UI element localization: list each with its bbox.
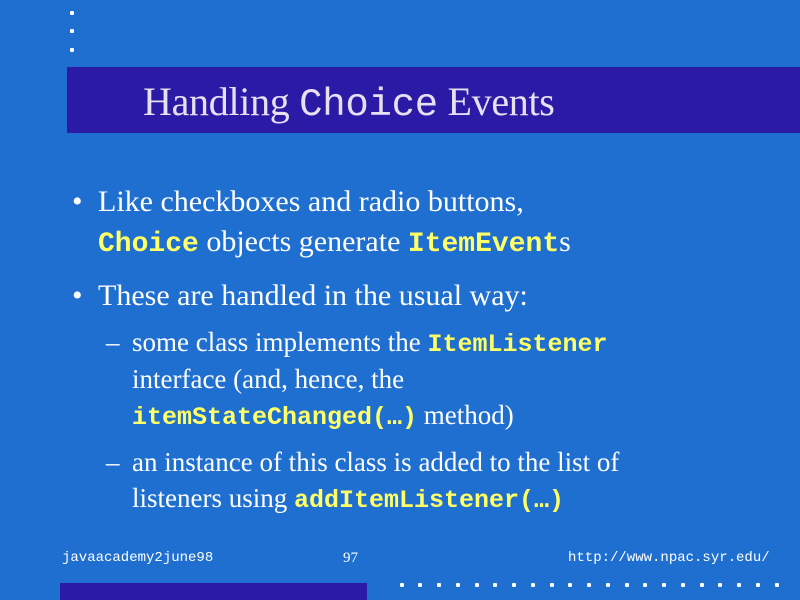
subbullet-1-line-1: some class implements the ItemListener [132,327,608,359]
footer-course-label: javaacademy2june98 [62,550,214,566]
dash-glyph-2: – [106,447,120,477]
bullet-glyph-1: • [72,185,83,218]
bottom-bar [60,583,367,600]
bullet-1-line-1: Like checkboxes and radio buttons, [98,185,524,218]
page-number: 97 [343,550,358,566]
subbullet-2-line-1: an instance of this class is added to the list of [132,447,620,477]
bullet-1-line-2: Choice objects generate ItemEvents [98,225,571,260]
footer-url: http://www.npac.syr.edu/ [568,550,770,566]
bullet-glyph-2: • [72,279,83,312]
subbullet-2-line-2: listeners using addItemListener(…) [132,483,565,515]
subbullet-1-line-3: itemStateChanged(…) method) [132,400,514,432]
subbullet-1-line-2: interface (and, hence, the [132,364,405,394]
dash-glyph-1: – [106,327,120,357]
slide-title: Handling Choice Events [143,79,555,127]
bullet-2-line-1: These are handled in the usual way: [98,279,528,312]
